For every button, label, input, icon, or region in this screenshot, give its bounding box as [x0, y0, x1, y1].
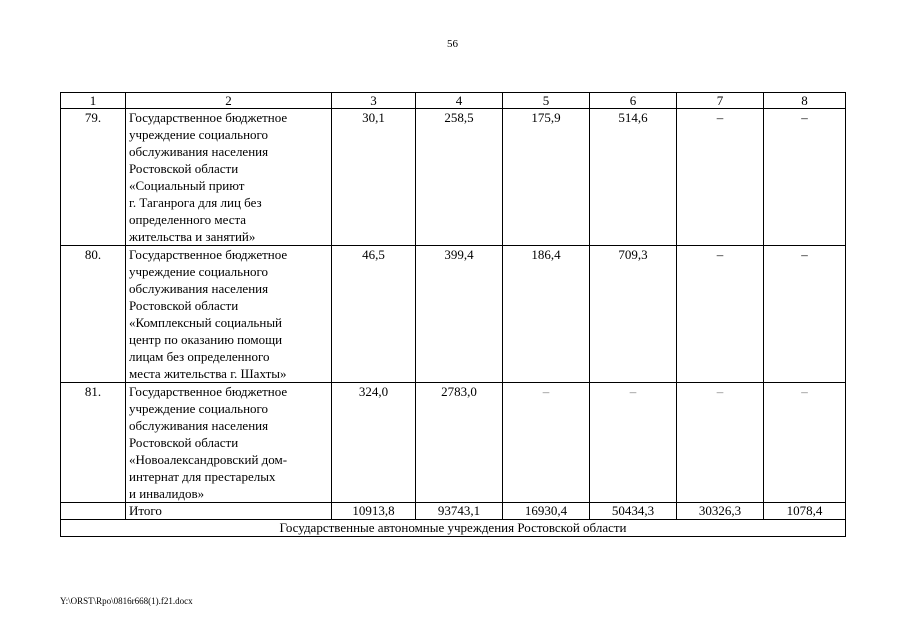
value-col-7: – [677, 109, 764, 246]
row-number: 81. [61, 383, 126, 503]
table-row [61, 246, 846, 383]
section-heading: Государственные автономные учреждения Ростовской области [61, 520, 846, 537]
value-col-4: 399,4 [416, 246, 503, 383]
total-col-7: 30326,3 [677, 503, 764, 520]
value-col-7: – [677, 383, 764, 503]
name-line: учреждение социального [129, 127, 269, 142]
value-col-7: – [677, 246, 764, 383]
name-line: Ростовской области [129, 435, 239, 450]
institution-name [126, 246, 332, 383]
name-line: Ростовской области [129, 298, 239, 313]
section-heading-row [61, 520, 846, 537]
name-line: учреждение социального [129, 264, 269, 279]
value-col-8: – [764, 109, 846, 246]
name-line: «Комплексный социальный [129, 315, 283, 330]
name-line: обслуживания населения [129, 281, 269, 296]
institution-name [126, 383, 332, 503]
name-line: обслуживания населения [129, 418, 269, 433]
budget-table [60, 92, 846, 537]
header-cell-1: 1 [61, 93, 126, 109]
row-number: 80. [61, 246, 126, 383]
name-line: Государственное бюджетное [129, 110, 288, 125]
name-line: и инвалидов» [129, 486, 205, 501]
table-row [61, 109, 846, 246]
file-path-footer: Y:\ORST\Rpo\0816r668(1).f21.docx [60, 596, 193, 606]
value-col-3: 324,0 [332, 383, 416, 503]
total-col-3: 10913,8 [332, 503, 416, 520]
page-number: 56 [447, 38, 458, 50]
name-line: Государственное бюджетное [129, 247, 288, 262]
name-line: «Социальный приют [129, 178, 245, 193]
header-cell-8: 8 [764, 93, 846, 109]
row-number: 79. [61, 109, 126, 246]
total-label: Итого [126, 503, 332, 520]
value-col-6: 514,6 [590, 109, 677, 246]
total-empty-cell [61, 503, 126, 520]
value-col-4: 2783,0 [416, 383, 503, 503]
institution-name [126, 109, 332, 246]
value-col-8: – [764, 246, 846, 383]
total-col-6: 50434,3 [590, 503, 677, 520]
name-line: места жительства г. Шахты» [129, 366, 287, 381]
value-col-5: 186,4 [503, 246, 590, 383]
name-line: «Новоалександровский дом- [129, 452, 288, 467]
value-col-8: – [764, 383, 846, 503]
header-cell-5: 5 [503, 93, 590, 109]
name-line: интернат для престарелых [129, 469, 276, 484]
value-col-6: – [590, 383, 677, 503]
header-cell-6: 6 [590, 93, 677, 109]
value-col-5: – [503, 383, 590, 503]
value-col-4: 258,5 [416, 109, 503, 246]
total-col-4: 93743,1 [416, 503, 503, 520]
total-col-8: 1078,4 [764, 503, 846, 520]
header-cell-7: 7 [677, 93, 764, 109]
name-line: определенного места [129, 212, 247, 227]
name-line: Ростовской области [129, 161, 239, 176]
header-cell-2: 2 [126, 93, 332, 109]
table-row [61, 383, 846, 503]
name-line: Государственное бюджетное [129, 384, 288, 399]
value-col-3: 46,5 [332, 246, 416, 383]
header-cell-4: 4 [416, 93, 503, 109]
name-line: обслуживания населения [129, 144, 269, 159]
name-line: г. Таганрога для лиц без [129, 195, 262, 210]
name-line: лицам без определенного [129, 349, 270, 364]
value-col-3: 30,1 [332, 109, 416, 246]
header-row [61, 93, 846, 109]
total-row [61, 503, 846, 520]
header-cell-3: 3 [332, 93, 416, 109]
value-col-5: 175,9 [503, 109, 590, 246]
total-col-5: 16930,4 [503, 503, 590, 520]
name-line: жительства и занятий» [129, 229, 256, 244]
name-line: центр по оказанию помощи [129, 332, 283, 347]
value-col-6: 709,3 [590, 246, 677, 383]
name-line: учреждение социального [129, 401, 269, 416]
